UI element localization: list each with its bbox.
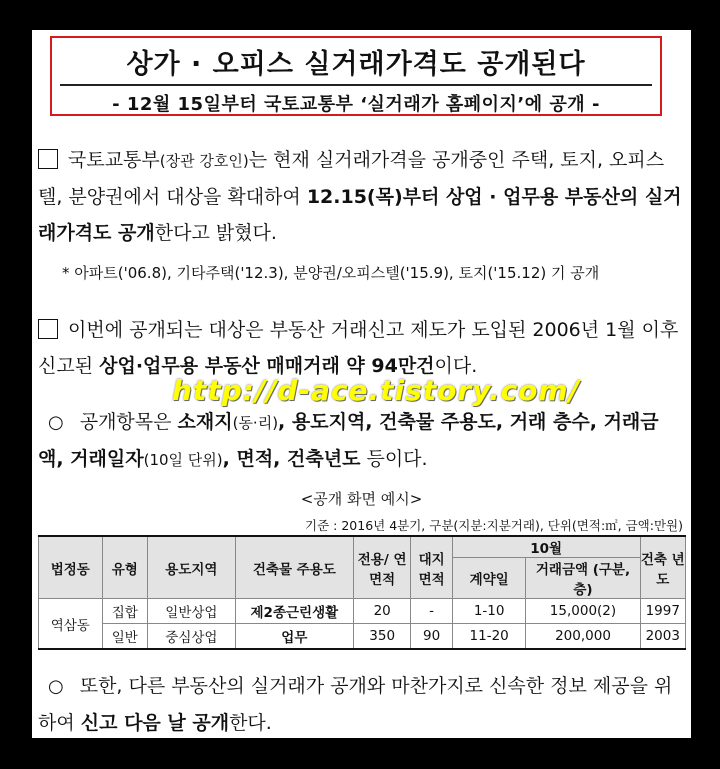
cell-zone: 중심상업 xyxy=(147,624,235,650)
paragraph-3: ○ 공개항목은 소재지(동·리), 용도지역, 건축물 주용도, 거래 층수, 거래금액, 거래일자(10일 단위), 면적, 건축년도 등이다. xyxy=(38,404,683,478)
document-page xyxy=(32,30,691,738)
header-zone: 용도지역 xyxy=(147,536,235,599)
cell-dong: 역삼동 xyxy=(39,599,103,650)
cell-year: 1997 xyxy=(640,599,685,624)
cell-use: 업무 xyxy=(235,624,353,650)
header-land: 대지 면적 xyxy=(411,536,452,599)
circle-bullet-icon: ○ xyxy=(48,412,64,433)
square-bullet-icon xyxy=(38,319,58,339)
cell-land: 90 xyxy=(411,624,452,650)
paragraph-1: 국토교통부(장관 강호인)는 현재 실거래가격을 공개중인 주택, 토지, 오피스텔, 분양권에서 대상을 확대하여 12.15(목)부터 상업 · 업무용 부동산의 실거래가격도 공개한다고 밝혔다. xyxy=(38,149,682,244)
cell-land: - xyxy=(411,599,452,624)
header-date: 계약일 xyxy=(452,558,526,599)
cell-amount: 200,000 xyxy=(526,624,640,650)
cell-area: 350 xyxy=(353,624,411,650)
cell-date: 11-20 xyxy=(452,624,526,650)
cell-type: 일반 xyxy=(102,624,147,650)
header-year: 건축 년도 xyxy=(640,536,685,599)
table-row xyxy=(39,599,686,624)
cell-use: 제2종근린생활 xyxy=(235,599,353,624)
watermark-url: http://d-ace.tistory.com/ xyxy=(172,374,580,407)
header-dong: 법정동 xyxy=(39,536,103,599)
footnote: * 아파트('06.8), 기타주택('12.3), 분양권/오피스텔('15.9), 토지('15.12) 기 공개 xyxy=(62,264,600,282)
header-area: 전용/ 연면적 xyxy=(353,536,411,599)
cell-area: 20 xyxy=(353,599,411,624)
cell-year: 2003 xyxy=(640,624,685,650)
header-month: 10월 xyxy=(452,536,640,558)
square-bullet-icon xyxy=(38,149,58,169)
example-table xyxy=(38,535,686,650)
document-subtitle: - 12월 15일부터 국토교통부 ‘실거래가 홈페이지’에 공개 - xyxy=(112,94,600,115)
document-title: 상가 · 오피스 실거래가격도 공개된다 xyxy=(126,49,586,80)
cell-zone: 일반상업 xyxy=(147,599,235,624)
header-type: 유형 xyxy=(102,536,147,599)
title-divider xyxy=(60,84,652,86)
cell-date: 1-10 xyxy=(452,599,526,624)
cell-type: 집합 xyxy=(102,599,147,624)
title-box xyxy=(50,36,662,116)
paragraph-4: ○ 또한, 다른 부동산의 실거래가 공개와 마찬가지로 신속한 정보 제공을 위하여 신고 다음 날 공개한다. xyxy=(38,668,683,741)
cell-amount: 15,000(2) xyxy=(526,599,640,624)
circle-bullet-icon: ○ xyxy=(48,676,64,697)
header-amount: 거래금액 (구분,층) xyxy=(526,558,640,599)
paragraph-2: 이번에 공개되는 대상은 부동산 거래신고 제도가 도입된 2006년 1월 이후 신고된 상업·업무용 부동산 매매거래 약 94만건이다. xyxy=(38,319,679,377)
table-caption: <공개 화면 예시> xyxy=(300,490,423,508)
table-basis-note: 기준 : 2016년 4분기, 구분(지분:지분거래), 단위(면적:㎡, 금액:만원) xyxy=(305,518,683,533)
header-use: 건축물 주용도 xyxy=(235,536,353,599)
table-row xyxy=(39,624,686,650)
